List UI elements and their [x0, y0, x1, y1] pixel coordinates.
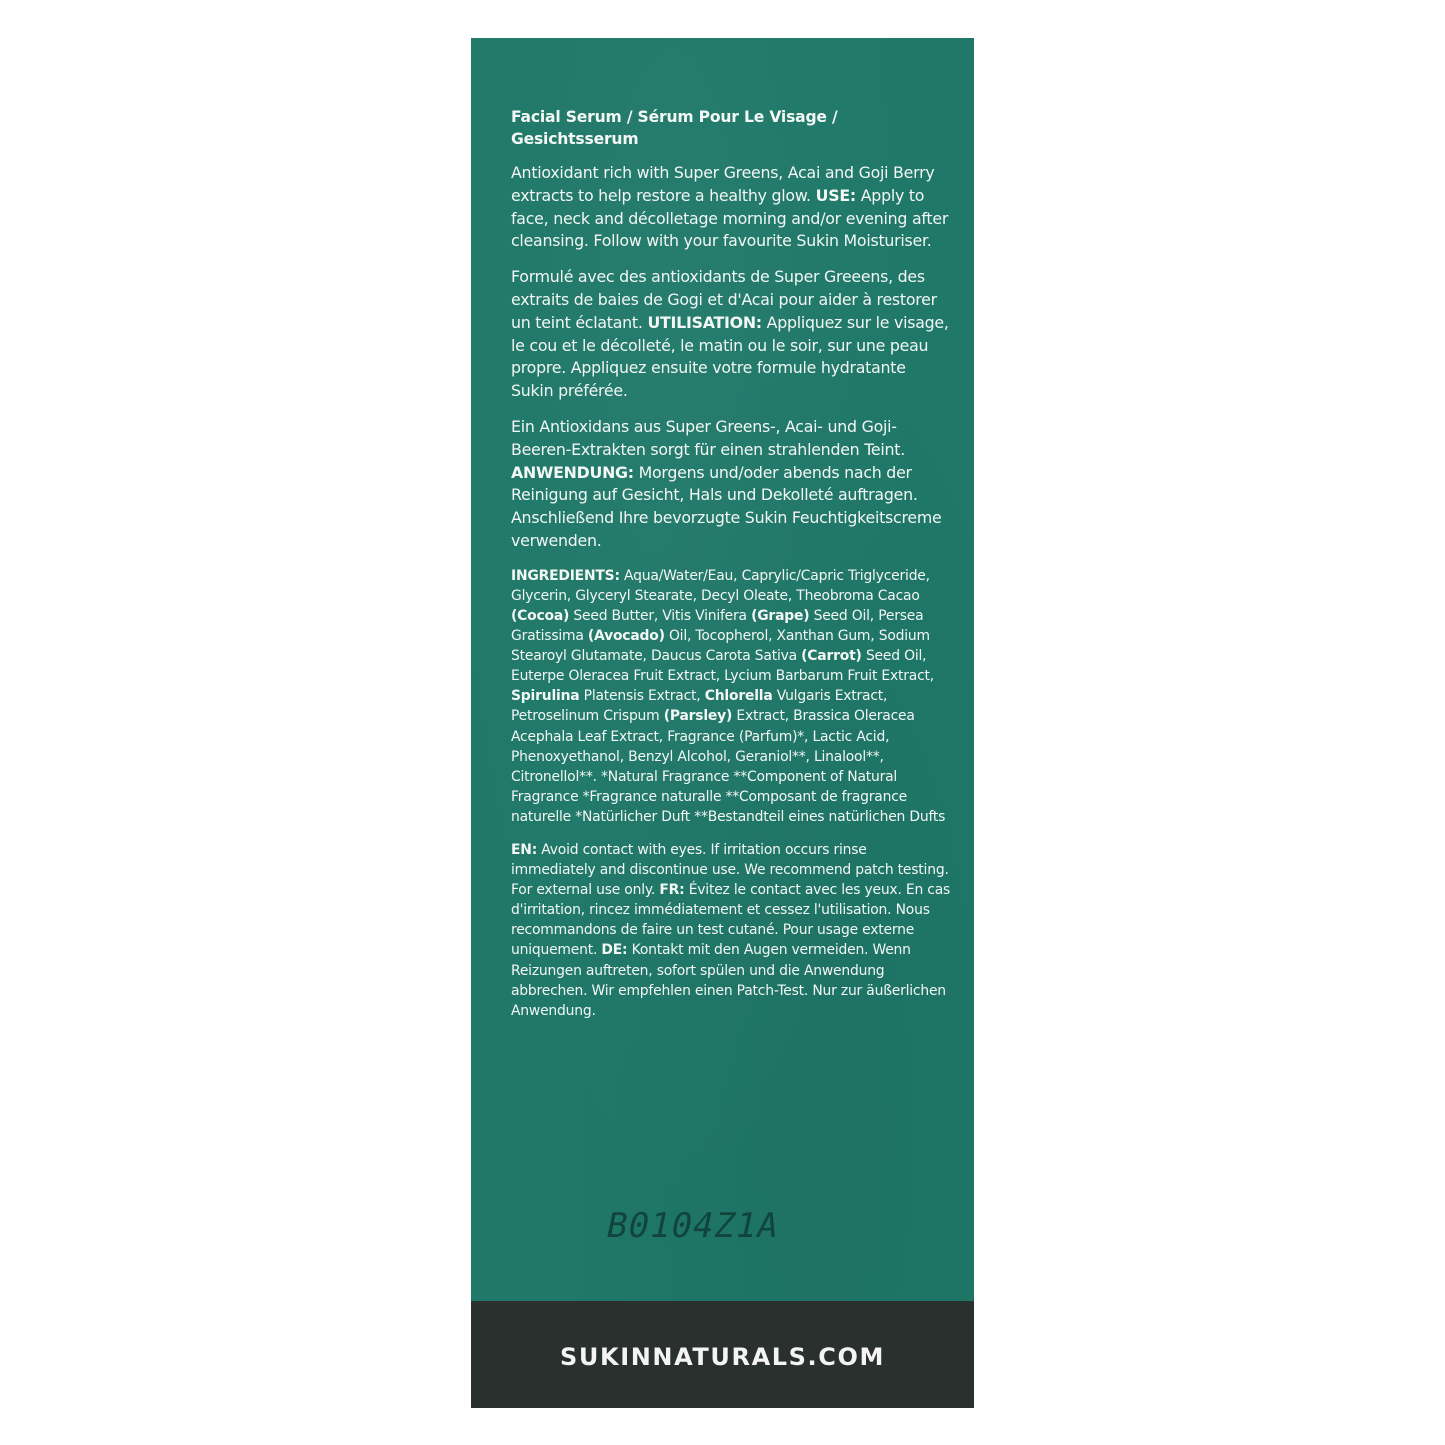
website-url: SUKINNATURALS.COM	[560, 1342, 885, 1371]
warning-fr-label: FR:	[659, 882, 685, 899]
ingredients-seg: Platensis Extract,	[583, 688, 701, 705]
lot-code-stamp: B0104Z1A	[602, 1206, 784, 1246]
english-text-a: Antioxidant rich with Super Greens, Acai and Goji Berry extracts to help restore a healthy glow.	[511, 163, 935, 205]
ingredients-label: INGREDIENTS:	[511, 567, 620, 584]
warning-de-label: DE:	[601, 942, 628, 959]
product-title: Facial Serum / Sérum Pour Le Visage / Gesichtsserum	[511, 108, 838, 148]
ingredients-seg: Vulgaris Extract, Petroselinum Crispum	[511, 688, 888, 725]
ingredients-highlight: Spirulina	[511, 688, 580, 705]
english-use-label: USE:	[815, 185, 856, 205]
french-text-a: Formulé avec des antioxidants de Super Greeens, des extraits de baies de Gogi et d'Acai pour aider à restorer un teint éclatant.	[511, 267, 937, 332]
ingredients-seg: Extract, Brassica Oleracea Acephala Leaf Extract, Fragrance (Parfum)*, Lactic Acid, Phenoxyethanol, Benzyl Alcohol, Geraniol**, Linalool**, Citronellol**. *Natural Fragrance **Component of Natural Fragrance *Fragrance naturalle **Composant de fragrance naturelle *Natürlicher Duft **Bestandteil eines natürlichen Dufts	[511, 708, 946, 825]
warnings-text	[511, 840, 951, 1021]
english-description	[511, 162, 951, 253]
english-text-b: Apply to face, neck and décolletage morning and/or evening after cleansing. Follow with your favourite Sukin Moisturiser.	[511, 185, 949, 251]
ingredients-seg: Seed Oil, Persea Gratissima	[511, 607, 924, 645]
ingredients-seg: Oil, Tocopherol, Xanthan Gum, Sodium Stearoyl Glutamate, Daucus Carota Sativa	[511, 628, 930, 665]
german-text-a: Ein Antioxidans aus Super Greens-, Acai- und Goji-Beeren-Extrakten sorgt für einen strahlenden Teint.	[511, 416, 906, 459]
german-text-b: Morgens und/oder abends nach der Reinigung auf Gesicht, Hals und Dekolleté auftragen. Anschließend Ihre bevorzugte Sukin Feuchtigkeitscreme verwenden.	[511, 462, 942, 550]
warning-de-text: Kontakt mit den Augen vermeiden. Wenn Reizungen auftreten, sofort spülen und die Anwendung abbrechen. Wir empfehlen einen Patch-Test. Nur zur äußerlichen Anwendung.	[511, 942, 946, 1019]
french-use-label: UTILISATION:	[647, 312, 762, 332]
ingredients-seg: Seed Butter, Vitis Vinifera	[573, 607, 747, 624]
ingredients-highlight: (Grape)	[751, 607, 810, 624]
ingredients-highlight: (Parsley)	[663, 708, 733, 725]
ingredients-seg: Aqua/Water/Eau, Caprylic/Capric Triglyceride, Glycerin, Glyceryl Stearate, Decyl Oleate, Theobroma Cacao	[511, 567, 930, 604]
ingredients-seg: Seed Oil, Euterpe Oleracea Fruit Extract, Lycium Barbarum Fruit Extract,	[511, 648, 934, 685]
german-description	[511, 416, 951, 553]
ingredients-highlight: (Avocado)	[587, 628, 665, 645]
german-use-label: ANWENDUNG:	[511, 462, 634, 482]
ingredients-highlight: (Cocoa)	[511, 607, 570, 624]
warning-en-label: EN:	[511, 841, 538, 858]
label-text-block	[511, 106, 951, 1034]
product-box-back-panel	[471, 38, 974, 1408]
footer-band	[471, 1301, 974, 1408]
warning-fr-text: Évitez le contact avec les yeux. En cas d'irritation, rincez immédiatement et cessez l'utilisation. Nous recommandons de faire un test cutané. Pour usage externe uniquement.	[511, 882, 951, 959]
ingredients-list	[511, 566, 951, 827]
ingredients-highlight: (Carrot)	[801, 648, 862, 665]
warning-en-text: Avoid contact with eyes. If irritation occurs rinse immediately and discontinue use. We recommend patch testing. For external use only.	[511, 841, 949, 899]
french-text-b: Appliquez sur le visage, le cou et le décolleté, le matin ou le soir, sur une peau propre. Appliquez ensuite votre formule hydratante Sukin préférée.	[511, 312, 949, 401]
ingredients-highlight: Chlorella	[704, 688, 773, 705]
french-description	[511, 266, 951, 403]
